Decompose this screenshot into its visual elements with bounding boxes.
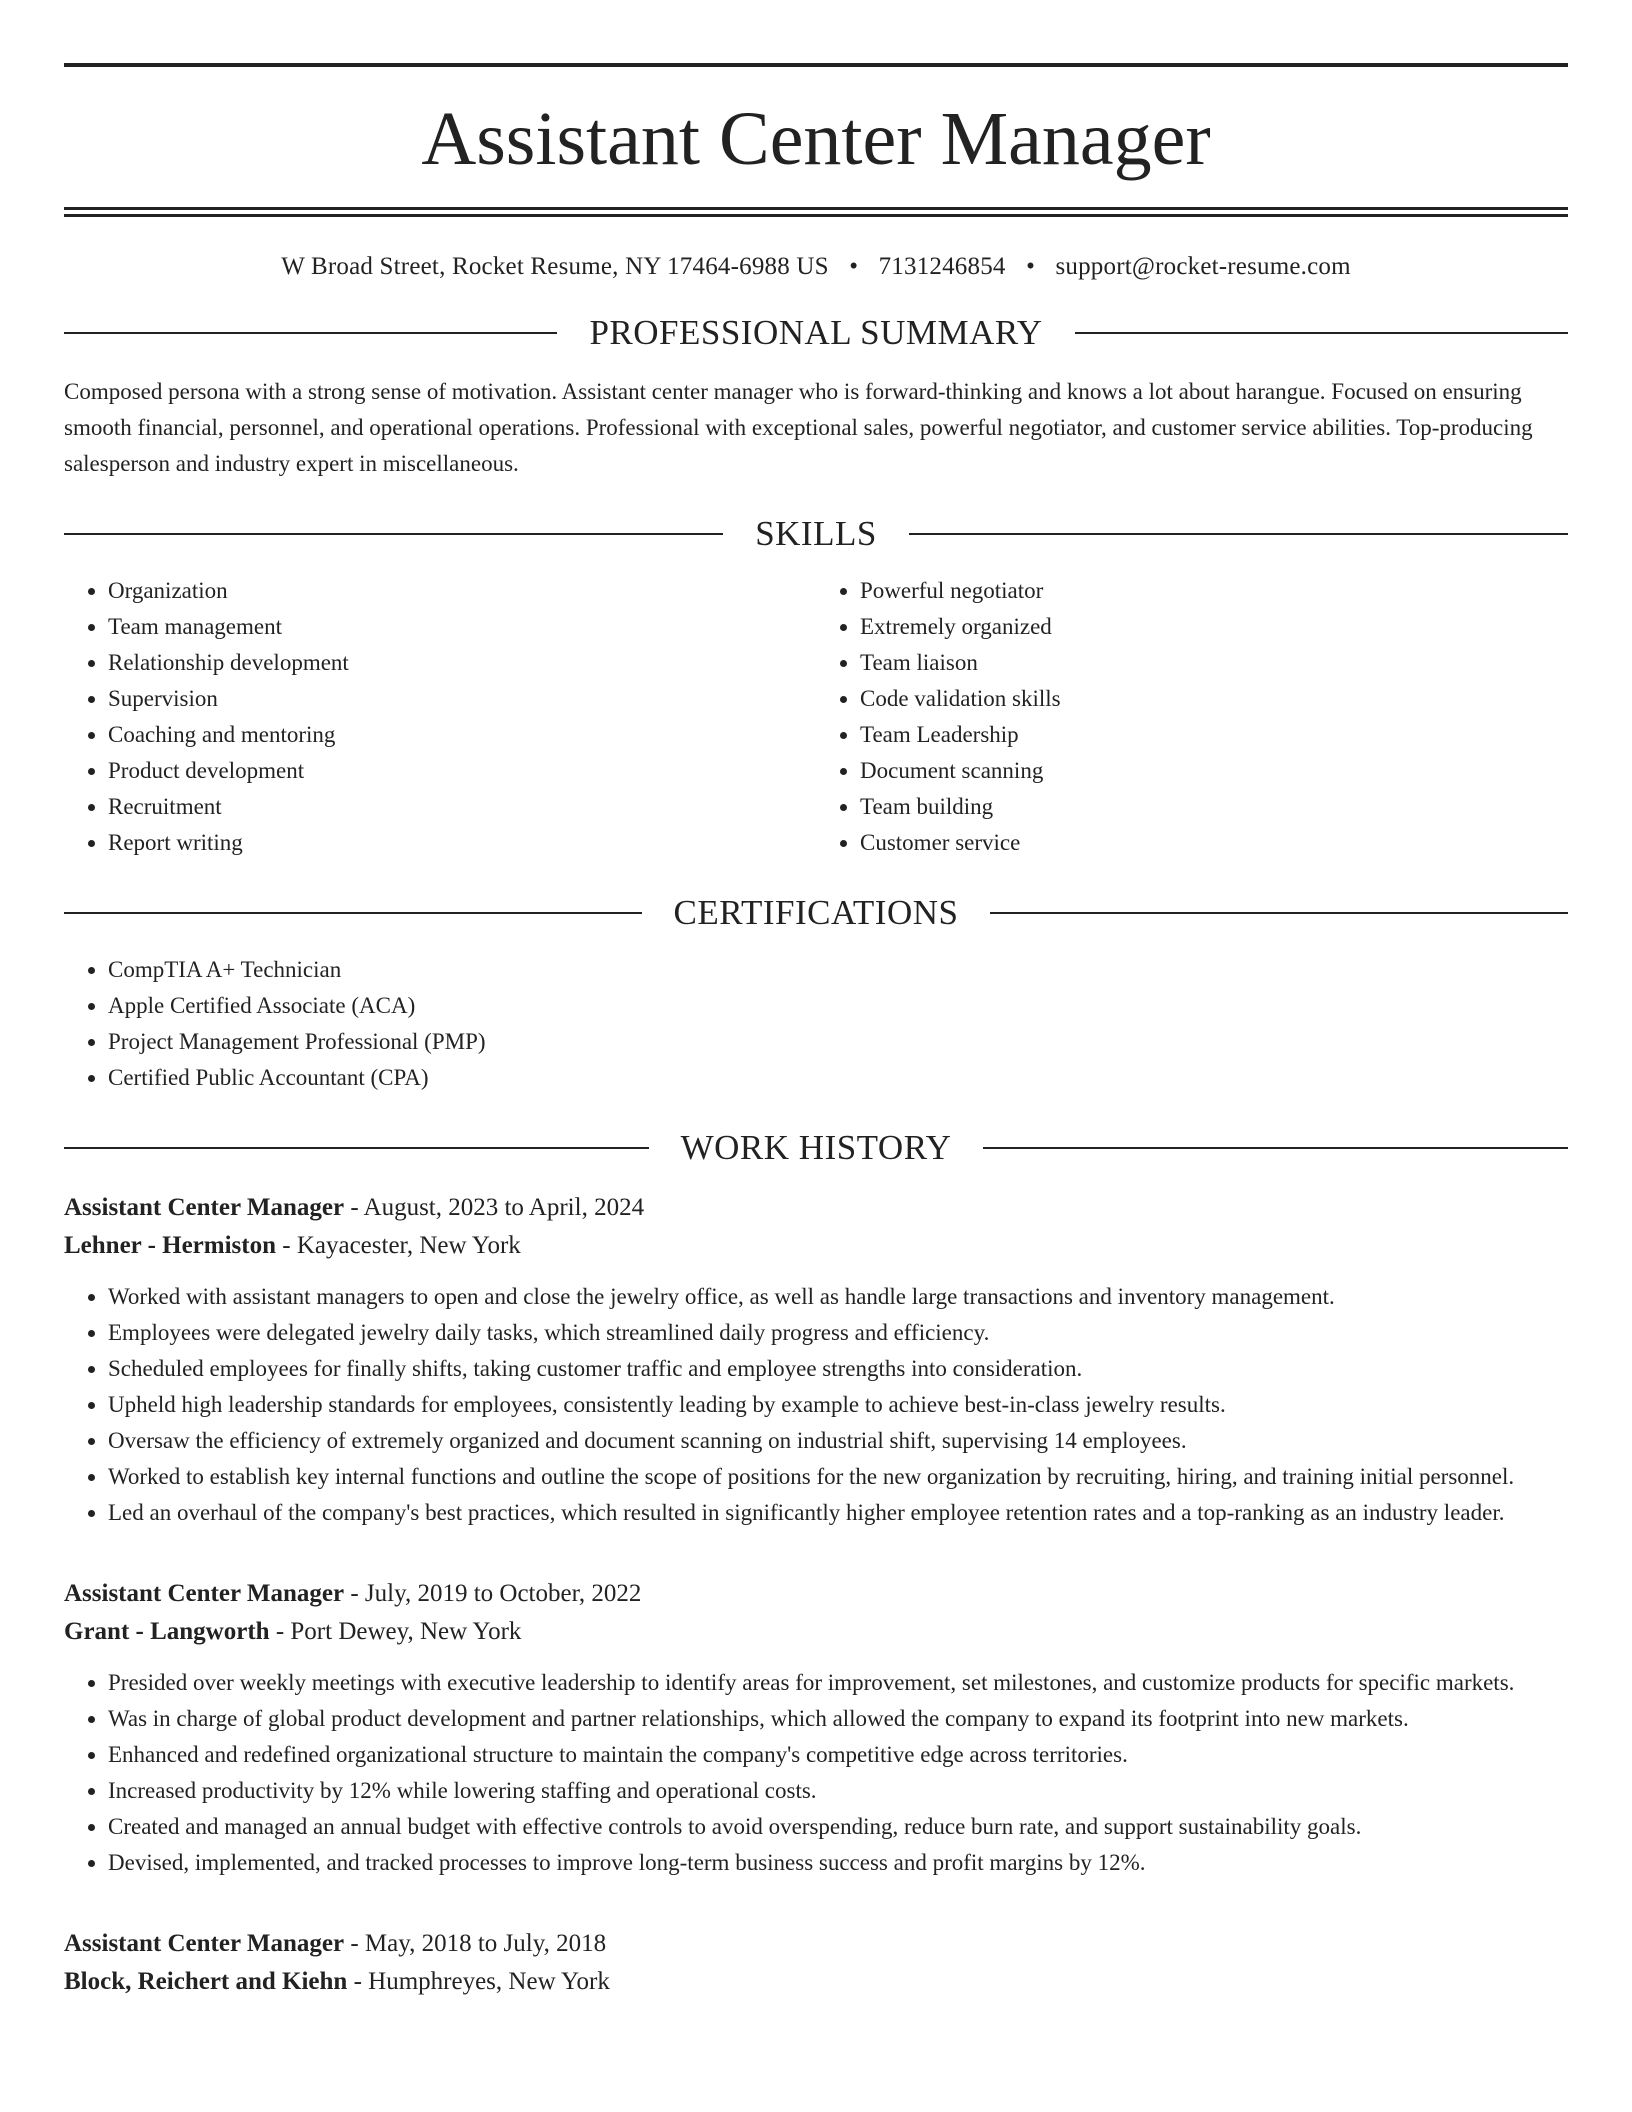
certifications-heading-label: CERTIFICATIONS	[673, 893, 959, 932]
job-bullets	[64, 1279, 1568, 1531]
job-title-line	[64, 1575, 1568, 1613]
job-entry	[64, 1575, 1568, 1881]
job-bullet: • Upheld high leadership standards for employees, consistently leading by example to achieve best-in-class jewelry results.	[108, 1387, 1568, 1423]
resume-title: Assistant Center Manager	[421, 97, 1211, 181]
job-location: - Kayacester, New York	[276, 1232, 521, 1259]
heading-rule	[1075, 332, 1568, 334]
job-bullet: • Led an overhaul of the company's best practices, which resulted in significantly higher employee retention rates and a top-ranking as an industry leader.	[108, 1495, 1568, 1531]
job-dates: - May, 2018 to July, 2018	[344, 1930, 607, 1957]
title-double-rule	[64, 207, 1568, 217]
job-title-line	[64, 1189, 1568, 1227]
certification-item: • Project Management Professional (PMP)	[108, 1024, 1568, 1060]
skill-item: • Powerful negotiator	[860, 573, 1568, 609]
job-dates: - August, 2023 to April, 2024	[344, 1194, 645, 1221]
job-bullets	[64, 1665, 1568, 1881]
contact-phone[interactable]: 7131246854	[878, 253, 1006, 280]
skill-item: • Team management	[108, 609, 816, 645]
work-heading	[64, 1130, 1568, 1165]
resume-page	[64, 63, 1568, 2001]
skill-item: • Extremely organized	[860, 609, 1568, 645]
job-bullet: • Presided over weekly meetings with executive leadership to identify areas for improvement, set milestones, and customize products for specific markets.	[108, 1665, 1568, 1701]
summary-heading-label: PROFESSIONAL SUMMARY	[589, 313, 1043, 352]
job-dates: - July, 2019 to October, 2022	[344, 1580, 642, 1607]
contact-address: W Broad Street, Rocket Resume, NY 17464-6988 US	[281, 253, 829, 280]
job-bullet: • Was in charge of global product development and partner relationships, which allowed the company to expand its footprint into new markets.	[108, 1701, 1568, 1737]
skill-item: • Recruitment	[108, 789, 816, 825]
job-entry	[64, 1189, 1568, 1531]
job-bullet: • Scheduled employees for finally shifts, taking customer traffic and employee strengths into consideration.	[108, 1351, 1568, 1387]
work-heading-label: WORK HISTORY	[680, 1128, 952, 1167]
certifications-list	[64, 952, 1568, 1096]
skill-item: • Document scanning	[860, 753, 1568, 789]
contact-line	[64, 253, 1568, 281]
job-company-line	[64, 1227, 1568, 1265]
job-company: Grant - Langworth	[64, 1618, 270, 1645]
heading-rule	[64, 332, 557, 334]
job-bullet: • Enhanced and redefined organizational structure to maintain the company's competitive edge across territories.	[108, 1737, 1568, 1773]
contact-separator: •	[849, 253, 859, 280]
skill-item: • Customer service	[860, 825, 1568, 861]
heading-rule	[64, 1147, 649, 1149]
skill-item: • Relationship development	[108, 645, 816, 681]
job-bullet: • Worked with assistant managers to open and close the jewelry office, as well as handle large transactions and inventory management.	[108, 1279, 1568, 1315]
skills-column-right	[816, 573, 1568, 861]
job-company: Block, Reichert and Kiehn	[64, 1968, 348, 1995]
job-bullet: • Worked to establish key internal functions and outline the scope of positions for the new organization by recruiting, hiring, and training initial personnel.	[108, 1459, 1568, 1495]
skill-item: • Supervision	[108, 681, 816, 717]
job-company: Lehner - Hermiston	[64, 1232, 277, 1259]
job-title: Assistant Center Manager	[64, 1930, 345, 1957]
skill-item: • Code validation skills	[860, 681, 1568, 717]
job-company-line	[64, 1613, 1568, 1651]
job-title-line	[64, 1925, 1568, 1963]
job-bullet: • Increased productivity by 12% while lowering staffing and operational costs.	[108, 1773, 1568, 1809]
job-title: Assistant Center Manager	[64, 1580, 345, 1607]
heading-rule	[983, 1147, 1568, 1149]
job-location: - Humphreyes, New York	[347, 1968, 610, 1995]
skill-item: • Team liaison	[860, 645, 1568, 681]
skill-item: • Coaching and mentoring	[108, 717, 816, 753]
summary-text: Composed persona with a strong sense of motivation. Assistant center manager who is forward-thinking and knows a lot about harangue. Focused on ensuring smooth financial, personnel, and operational operations. Professional with exceptional sales, powerful negotiator, and customer service abilities. Top-producing salesperson and industry expert in miscellaneous.	[64, 379, 1533, 476]
heading-rule	[909, 533, 1568, 535]
skills-heading	[64, 516, 1568, 551]
job-bullet: • Created and managed an annual budget with effective controls to avoid overspending, reduce burn rate, and support sustainability goals.	[108, 1809, 1568, 1845]
certification-item: • Certified Public Accountant (CPA)	[108, 1060, 1568, 1096]
skill-item: • Product development	[108, 753, 816, 789]
job-location: - Port Dewey, New York	[269, 1618, 522, 1645]
summary-heading	[64, 315, 1568, 350]
heading-rule	[64, 912, 642, 914]
certification-item: • CompTIA A+ Technician	[108, 952, 1568, 988]
certifications-heading	[64, 895, 1568, 930]
contact-email[interactable]: support@rocket-resume.com	[1055, 253, 1351, 280]
top-rule	[64, 63, 1568, 67]
skill-item: • Report writing	[108, 825, 816, 861]
skill-item: • Team Leadership	[860, 717, 1568, 753]
heading-rule	[64, 533, 723, 535]
skill-item: • Team building	[860, 789, 1568, 825]
job-entry	[64, 1925, 1568, 2001]
job-bullet: • Oversaw the efficiency of extremely organized and document scanning on industrial shift, supervising 14 employees.	[108, 1423, 1568, 1459]
skills-heading-label: SKILLS	[755, 514, 877, 553]
skill-item: • Organization	[108, 573, 816, 609]
contact-separator: •	[1026, 253, 1036, 280]
job-bullet: • Employees were delegated jewelry daily tasks, which streamlined daily progress and efficiency.	[108, 1315, 1568, 1351]
skills-list	[64, 573, 1568, 861]
job-title: Assistant Center Manager	[64, 1194, 345, 1221]
certification-item: • Apple Certified Associate (ACA)	[108, 988, 1568, 1024]
job-bullet: • Devised, implemented, and tracked processes to improve long-term business success and profit margins by 12%.	[108, 1845, 1568, 1881]
heading-rule	[990, 912, 1568, 914]
work-history-list	[64, 1189, 1568, 2001]
job-company-line	[64, 1963, 1568, 2001]
skills-column-left	[64, 573, 816, 861]
